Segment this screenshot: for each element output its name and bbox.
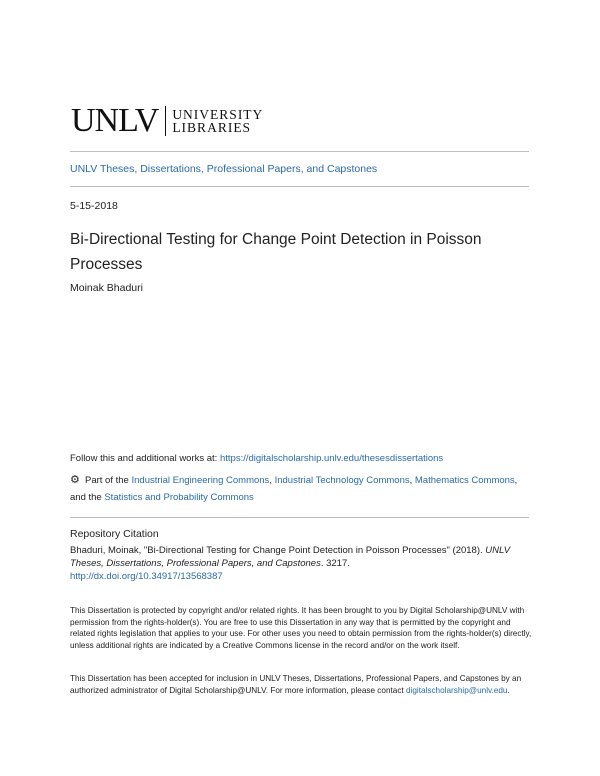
- publication-date: 5-15-2018: [70, 200, 118, 212]
- acceptance-text: This Dissertation has been accepted for inclusion in UNLV Theses, Dissertations, Professional Papers, and Capstones by an authorized administrator of Digital Scholarship@UNLV. For more information, please contact: [70, 674, 522, 695]
- citation-text: [70, 544, 530, 583]
- citation-plain: Bhaduri, Moinak, "Bi-Directional Testing for Change Point Detection in Poisson Processes" (2018).: [70, 545, 486, 556]
- separator: , and the: [70, 475, 518, 503]
- top-rule: [70, 151, 529, 152]
- period: .: [507, 685, 510, 695]
- citation-heading: Repository Citation: [70, 528, 159, 540]
- rights-paragraph: This Dissertation is protected by copyright and/or related rights. It has been brought to you by Digital Scholarship@UNLV with permission from the rights-holder(s). You are free to use this Dissertation in any way that is permitted by the copyright and related rights legislation that applies to your use. For other uses you need to obtain permission from the rights-holder(s) directly, unless additional rights are indicated by a Creative Commons license in the record and/or on the work itself.: [70, 606, 532, 650]
- logo-line1: UNIVERSITY: [172, 107, 264, 122]
- separator: ,: [409, 475, 415, 486]
- acceptance-paragraph: [70, 673, 532, 696]
- separator: ,: [269, 475, 275, 486]
- logo-line2: LIBRARIES: [172, 120, 252, 135]
- document-title: Bi-Directional Testing for Change Point Detection in Poisson Processes: [70, 231, 482, 273]
- contact-email-link[interactable]: digitalscholarship@unlv.edu: [405, 685, 508, 695]
- industrial-engineering-link[interactable]: Industrial Engineering Commons: [131, 475, 270, 486]
- part-of-prefix: Part of the: [85, 475, 132, 486]
- statistics-probability-link[interactable]: Statistics and Probability Commons: [104, 492, 254, 503]
- doi-link[interactable]: http://dx.doi.org/10.34917/13568387: [70, 571, 223, 582]
- citation-series: UNLV Theses, Dissertations, Professional Papers, and Capstones: [70, 545, 511, 569]
- part-of-block: [70, 472, 530, 506]
- logo-main-text: UNLV: [71, 102, 159, 139]
- logo-sub-text: [172, 108, 263, 134]
- author-name: Moinak Bhaduri: [70, 282, 143, 294]
- network-icon: ⚙: [70, 474, 80, 486]
- industrial-technology-link[interactable]: Industrial Technology Commons: [274, 475, 410, 486]
- mathematics-link[interactable]: Mathematics Commons: [414, 475, 515, 486]
- follow-line: [70, 453, 443, 464]
- series-link[interactable]: UNLV Theses, Dissertations, Professional Papers, and Capstones: [70, 163, 378, 175]
- series-rule: [70, 186, 529, 187]
- follow-link[interactable]: https://digitalscholarship.unlv.edu/thesesdissertations: [219, 453, 444, 464]
- citation-tail: . 3217.: [320, 558, 350, 569]
- citation-rule: [70, 517, 529, 518]
- logo-divider: [165, 106, 166, 136]
- unlv-libraries-logo: [71, 104, 263, 138]
- follow-prefix: Follow this and additional works at:: [70, 453, 220, 464]
